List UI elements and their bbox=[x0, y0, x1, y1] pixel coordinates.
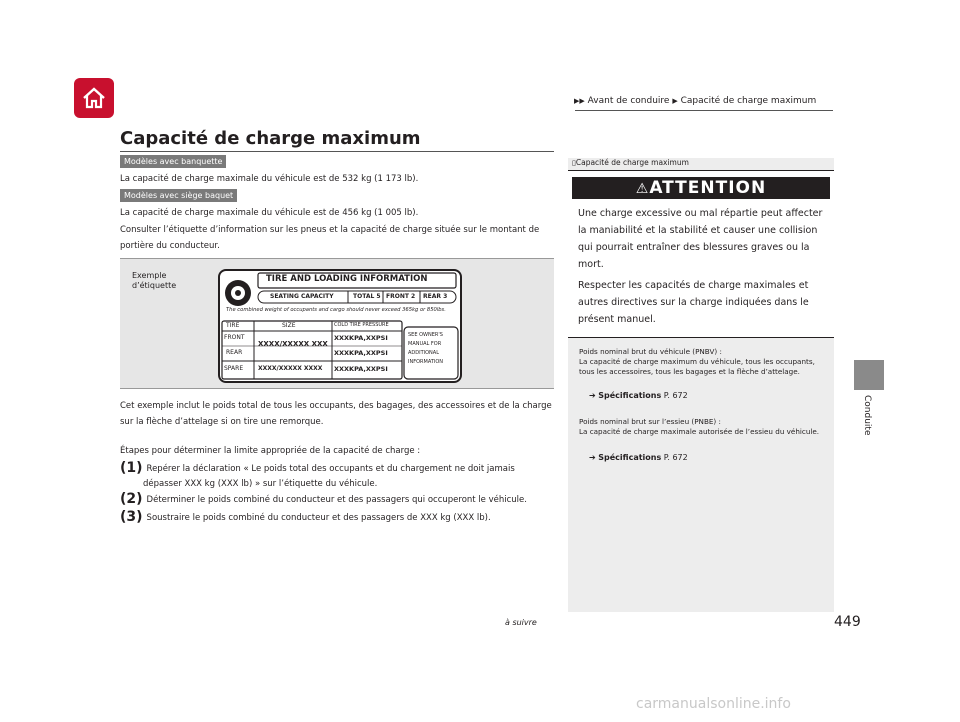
reference-arrow-icon: ➔ bbox=[589, 391, 596, 400]
label-location-text: Consulter l’étiquette d’information sur les pneus et la capacité de charge située sur le montant de portière du conducteur. bbox=[120, 225, 540, 251]
label-caption: Exemple d’étiquette bbox=[132, 271, 177, 290]
step-1 bbox=[120, 460, 515, 477]
seating-rear: REAR 3 bbox=[423, 293, 448, 300]
warning-text-1: Une charge excessive ou mal répartie peut affecter la maniabilité et la stabilité et causer une collision qui pourrait entraîner des blessures graves ou la mort. bbox=[578, 208, 823, 270]
reference-link[interactable]: ➔ Spécifications P. 672 bbox=[589, 391, 688, 400]
warning-triangle-icon: ⚠ bbox=[635, 181, 650, 197]
step-3 bbox=[120, 509, 491, 526]
step-1-continued: dépasser XXX kg (XXX lb) » sur l’étiquette du véhicule. bbox=[143, 479, 378, 489]
seating-front: FRONT 2 bbox=[386, 293, 416, 300]
bench-capacity-text: La capacité de charge maximale du véhicule est de 532 kg (1 173 lb). bbox=[120, 174, 419, 184]
warning-box bbox=[568, 170, 834, 338]
combined-weight-statement: The combined weight of occupants and cargo should never exceed 365kg or 850lbs. bbox=[226, 307, 446, 313]
sidebar-heading: ▯Capacité de charge maximum bbox=[572, 158, 689, 167]
step-number: (2) bbox=[120, 491, 143, 507]
seating-capacity: SEATING CAPACITY bbox=[270, 293, 334, 300]
section-tab-label: Conduite bbox=[862, 395, 872, 436]
breadcrumb: ▶▶ Avant de conduire ▶ Capacité de charge maximum bbox=[574, 96, 817, 106]
row-rear: REAR bbox=[226, 349, 243, 356]
step-number: (3) bbox=[120, 509, 143, 525]
step-2 bbox=[120, 491, 527, 508]
reference-arrow-icon: ➔ bbox=[589, 453, 596, 462]
warning-header: ⚠ATTENTION bbox=[572, 177, 830, 199]
row-spare: SPARE bbox=[224, 365, 244, 372]
example-explanation: Cet exemple inclut le poids total de tous les occupants, des bagages, des accessoires et de la charge sur la flèche d’attelage si on tire une remorque. bbox=[120, 401, 552, 427]
page-title: Capacité de charge maximum bbox=[120, 128, 421, 149]
column-tire: TIRE bbox=[226, 322, 240, 329]
section-tab[interactable] bbox=[854, 360, 884, 390]
pressure-spare: XXXKPA,XXPSI bbox=[334, 365, 388, 373]
label-example-panel bbox=[120, 258, 554, 389]
page-number: 449 bbox=[834, 614, 861, 630]
step-text: Soustraire le poids combiné du conducteur et des passagers de XXX kg (XXX lb). bbox=[146, 513, 491, 523]
bucket-capacity-text: La capacité de charge maximale du véhicule est de 456 kg (1 005 lb). bbox=[120, 208, 419, 218]
title-divider bbox=[120, 151, 554, 152]
step-text: Repérer la déclaration « Le poids total des occupants et du chargement ne doit jamais bbox=[146, 464, 515, 474]
size-spare: XXXX/XXXXX XXXX bbox=[258, 365, 323, 372]
pressure-rear: XXXKPA,XXPSI bbox=[334, 349, 388, 357]
breadcrumb-item[interactable]: Avant de conduire bbox=[587, 96, 670, 106]
continued-note: à suivre bbox=[505, 618, 537, 627]
header-divider bbox=[575, 110, 833, 111]
size-front-rear: XXXX/XXXXX XXX bbox=[258, 340, 328, 348]
pnbe-text: Poids nominal brut sur l’essieu (PNBE) : La capacité de charge maximale autorisée de l’essieu du véhicule. bbox=[579, 417, 820, 436]
step-number: (1) bbox=[120, 460, 143, 476]
column-size: SIZE bbox=[282, 322, 296, 329]
column-pressure: COLD TIRE PRESSURE bbox=[334, 322, 389, 328]
model-tag-bench: Modèles avec banquette bbox=[120, 155, 226, 168]
model-tag-bucket: Modèles avec siège baquet bbox=[120, 189, 237, 202]
pnbv-text: Poids nominal brut du véhicule (PNBV) : La capacité de charge maximum du véhicule, tous les occupants, tous les accessoires, tous les bagages et la flèche d’attelage. bbox=[579, 347, 815, 376]
tire-loading-label bbox=[218, 269, 462, 383]
see-manual-note: SEE OWNER'S MANUAL FOR ADDITIONAL INFORMATION bbox=[408, 332, 444, 365]
seating-total: TOTAL 5 bbox=[353, 293, 381, 300]
home-icon[interactable] bbox=[74, 78, 114, 118]
row-front: FRONT bbox=[224, 334, 245, 341]
warning-text-2: Respecter les capacités de charge maximales et autres directives sur la charge indiquées dans le présent manuel. bbox=[578, 280, 809, 325]
breadcrumb-item[interactable]: Capacité de charge maximum bbox=[680, 96, 817, 106]
tire-label-title: TIRE AND LOADING INFORMATION bbox=[266, 274, 428, 284]
house-glyph bbox=[80, 84, 108, 112]
watermark: carmanualsonline.info bbox=[636, 696, 791, 712]
step-text: Déterminer le poids combiné du conducteur et des passagers qui occuperont le véhicule. bbox=[146, 495, 527, 505]
steps-intro: Étapes pour déterminer la limite appropriée de la capacité de charge : bbox=[120, 446, 421, 456]
reference-link[interactable]: ➔ Spécifications P. 672 bbox=[589, 453, 688, 462]
pressure-front: XXXKPA,XXPSI bbox=[334, 334, 388, 342]
